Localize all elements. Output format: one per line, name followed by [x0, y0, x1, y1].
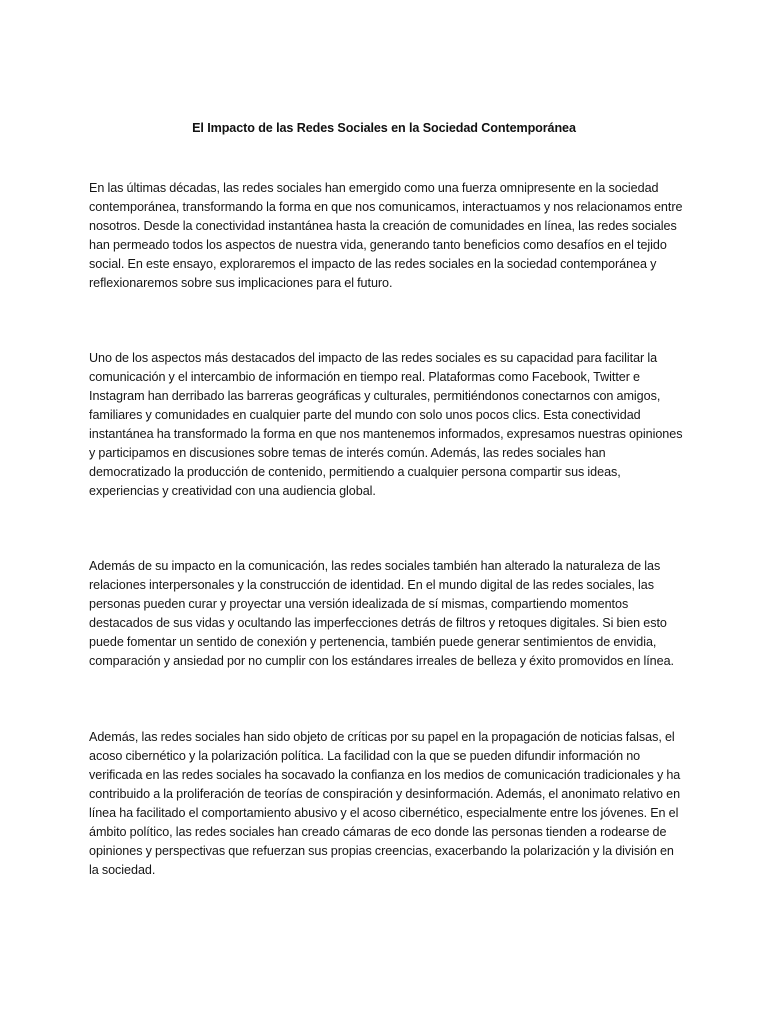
paragraph-criticism: Además, las redes sociales han sido objeto de críticas por su papel en la propagación de noticias falsas, el acoso cibernético y la polarización política. La facilidad con la que se pueden difundir información no verificada en las redes sociales ha socavado la confianza en los medios de comunicación tradicionales y ha contribuido a la proliferación de teorías de conspiración y desinformación. Además, el anonimato relativo en línea ha facilitado el comportamiento abusivo y el acoso cibernético, especialmente entre los jóvenes. En el ámbito político, las redes sociales han creado cámaras de eco donde las personas tienden a rodearse de opiniones y perspectivas que refuerzan sus propias creencias, exacerbando la polarización y la división en la sociedad.: [89, 730, 681, 877]
paragraph-relationships: Además de su impacto en la comunicación, las redes sociales también han alterado la naturaleza de las relaciones interpersonales y la construcción de identidad. En el mundo digital de las redes sociales, las personas pueden curar y proyectar una versión idealizada de sí mismas, compartiendo momentos destacados de sus vidas y ocultando las imperfecciones detrás de filtros y retoques digitales. Si bien esto puede fomentar un sentido de conexión y pertenencia, también puede generar sentimientos de envidia, comparación y ansiedad por no cumplir con los estándares irreales de belleza y éxito promovidos en línea.: [89, 559, 674, 668]
document-title: El Impacto de las Redes Sociales en la Sociedad Contemporánea: [192, 121, 576, 135]
paragraph-communication: Uno de los aspectos más destacados del impacto de las redes sociales es su capacidad para facilitar la comunicación y el intercambio de información en tiempo real. Plataformas como Facebook, Twitter e Instagram han derribado las barreras geográficas y culturales, permitiéndonos conectarnos con amigos, familiares y comunidades en cualquier parte del mundo con solo unos pocos clics. Esta conectividad instantánea ha transformado la forma en que nos mantenemos informados, expresamos nuestras opiniones y participamos en discusiones sobre temas de interés común. Además, las redes sociales han democratizado la producción de contenido, permitiendo a cualquier persona compartir sus ideas, experiencias y creatividad con una audiencia global.: [89, 351, 683, 498]
paragraph-intro: En las últimas décadas, las redes sociales han emergido como una fuerza omnipresente en la sociedad contemporánea, transformando la forma en que nos comunicamos, interactuamos y nos relacionamos entre nosotros. Desde la conectividad instantánea hasta la creación de comunidades en línea, las redes sociales han permeado todos los aspectos de nuestra vida, generando tanto beneficios como desafíos en el tejido social. En este ensayo, exploraremos el impacto de las redes sociales en la sociedad contemporánea y reflexionaremos sobre sus implicaciones para el futuro.: [89, 181, 683, 290]
